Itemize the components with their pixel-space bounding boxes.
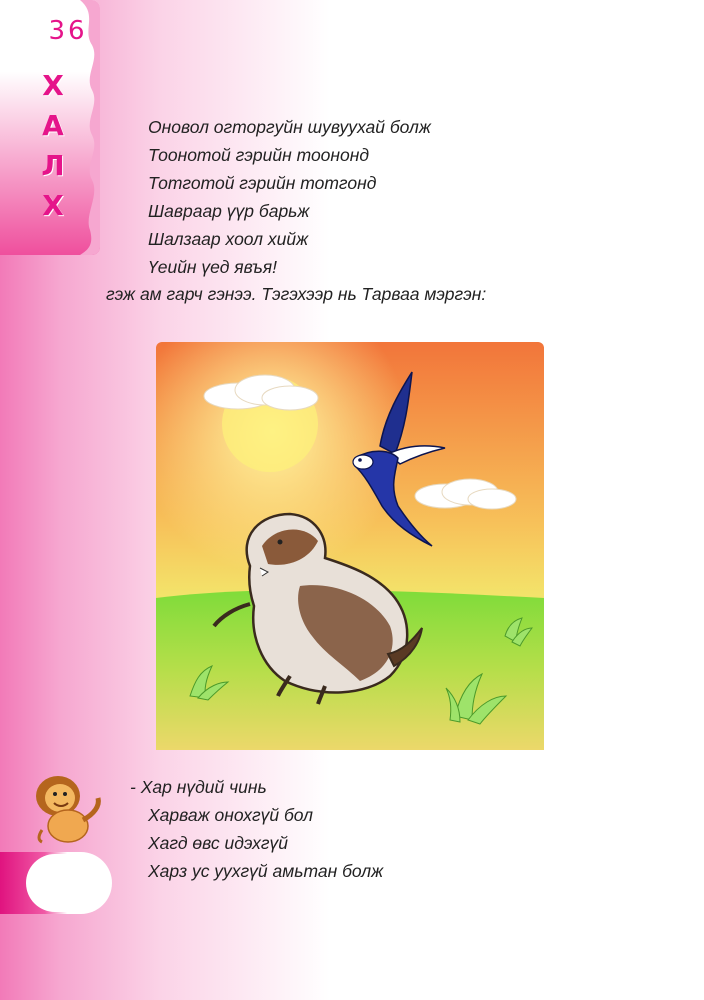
chapter-title-letter: Х xyxy=(42,189,64,222)
verse-line: Шалзаар хоол хийж xyxy=(148,229,309,249)
dialogue-line: Хагд өвс идэхгүй xyxy=(148,833,288,853)
dialogue-verse xyxy=(130,773,383,885)
chapter-title-letter: А xyxy=(42,109,64,142)
verse-line: Үеийн үед явъя! xyxy=(148,257,278,277)
verse-line: Тотготой гэрийн тотгонд xyxy=(148,173,377,193)
page-number-badge xyxy=(0,852,112,914)
verse-line: Оновол огторгуйн шувуухай болж xyxy=(148,117,431,137)
prose-line: гэж ам гарч гэнээ. Тэгэхээр нь Тарваа мэргэн: xyxy=(106,284,487,304)
verse-line: Тоонотой гэрийн тоононд xyxy=(148,145,370,165)
page-number: 36 xyxy=(48,16,88,46)
chapter-title xyxy=(38,66,68,226)
dialogue-line: - Хар нүдий чинь xyxy=(130,777,267,797)
lion-mascot-icon xyxy=(28,770,108,846)
chapter-title-letter: Х xyxy=(42,69,64,102)
story-illustration xyxy=(150,336,550,756)
dialogue-line: Харваж онохгүй бол xyxy=(148,805,314,825)
verse-line: Шавраар үүр барьж xyxy=(148,201,310,221)
poem-verse xyxy=(148,113,431,281)
chapter-title-letter: Л xyxy=(41,149,65,182)
dialogue-line: Харз ус уухгүй амьтан болж xyxy=(148,861,384,881)
